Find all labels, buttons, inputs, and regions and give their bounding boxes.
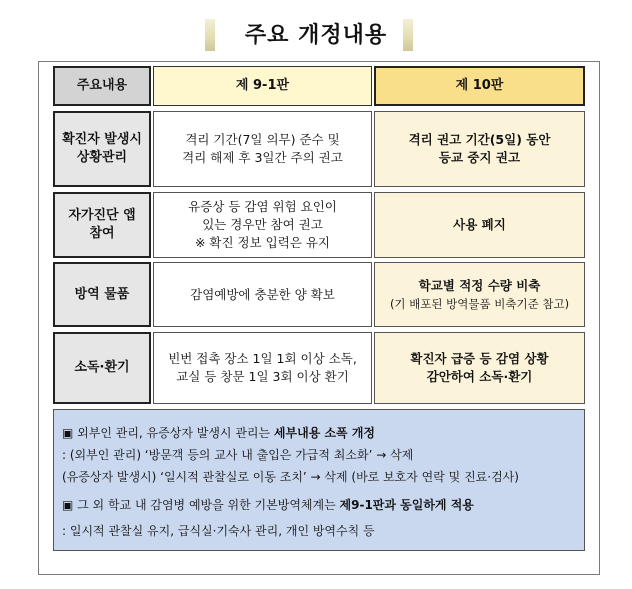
note-text: ▣ 그 외 학교 내 감염병 예방을 위한 기본방역체계는 xyxy=(62,498,340,512)
new-text-line: 학교별 적정 수량 비축 xyxy=(418,277,541,293)
old-text-line: ※ 확진 정보 입력은 유지 xyxy=(194,235,331,250)
row-key-line: 소독·환기 xyxy=(74,360,130,375)
row-key-supplies xyxy=(53,262,151,327)
notes-box xyxy=(53,409,585,551)
new-text-note: (기 배포된 방역물품 비축기준 참고) xyxy=(389,296,570,311)
row-new-self-check-app xyxy=(374,192,585,258)
old-text-line: 유증상 등 감염 위험 요인이 xyxy=(188,199,337,214)
new-text-line: 감안하여 소독·환기 xyxy=(426,369,533,384)
row-old-isolation xyxy=(153,111,372,187)
row-new-supplies xyxy=(374,262,585,327)
old-text-line: 빈번 접촉 장소 1일 1회 이상 소독, xyxy=(168,351,357,366)
row-key-line: 참여 xyxy=(89,226,115,241)
note-sub-2: (유증상자 발생시) ‘일시적 관찰실로 이동 조치’ → 삭제 (바로 보호자 연락 및 진료·검사) xyxy=(62,470,519,484)
row-key-disinfection xyxy=(53,332,151,404)
row-old-self-check-app xyxy=(153,192,372,258)
title-decoration-right xyxy=(403,19,413,51)
old-text-line: 격리 해제 후 3일간 주의 권고 xyxy=(182,150,343,165)
new-text-line: 등교 중지 권고 xyxy=(438,150,521,165)
old-text-line: 격리 기간(7일 의무) 준수 및 xyxy=(185,132,340,147)
row-key-self-check-app xyxy=(53,192,151,258)
row-new-disinfection xyxy=(374,332,585,404)
header-new-version: 제 10판 xyxy=(374,66,585,106)
row-key-line: 상황관리 xyxy=(76,150,128,165)
row-old-disinfection xyxy=(153,332,372,404)
old-text-line: 있는 경우만 참여 권고 xyxy=(202,217,323,232)
old-text-line: 감염예방에 충분한 양 확보 xyxy=(190,286,335,302)
note-sub-3: : 일시적 관찰실 유지, 급식실·기숙사 관리, 개인 방역수칙 등 xyxy=(62,524,375,538)
note-text: ▣ 외부인 관리, 유증상자 발생시 관리는 xyxy=(62,426,274,440)
note-bullet-1 xyxy=(62,422,584,444)
row-key-line: 확진자 발생시 xyxy=(62,132,142,147)
new-text-line: 사용 폐지 xyxy=(453,217,506,232)
note-bullet-2 xyxy=(62,494,584,516)
new-text-line: 격리 권고 기간(5일) 동안 xyxy=(408,132,551,147)
row-key-line: 자가진단 앱 xyxy=(68,208,136,223)
row-old-supplies xyxy=(153,262,372,327)
header-old-version: 제 9-1판 xyxy=(153,66,372,106)
note-sub-1: : (외부인 관리) ‘방문객 등의 교사 내 출입은 가급적 최소화’ → 삭제 xyxy=(62,448,414,462)
note-emphasis: 제9-1판과 동일하게 적용 xyxy=(339,498,474,512)
row-new-isolation xyxy=(374,111,585,187)
header-key: 주요내용 xyxy=(53,66,151,106)
page-title: 주요 개정내용 xyxy=(244,23,388,48)
title-area xyxy=(0,14,632,54)
row-key-isolation xyxy=(53,111,151,187)
new-text-line: 확진자 급증 등 감염 상황 xyxy=(410,351,549,366)
old-text-line: 교실 등 창문 1일 3회 이상 환기 xyxy=(176,369,349,384)
note-emphasis: 세부내용 소폭 개정 xyxy=(273,426,376,440)
row-key-line: 방역 물품 xyxy=(74,286,130,302)
